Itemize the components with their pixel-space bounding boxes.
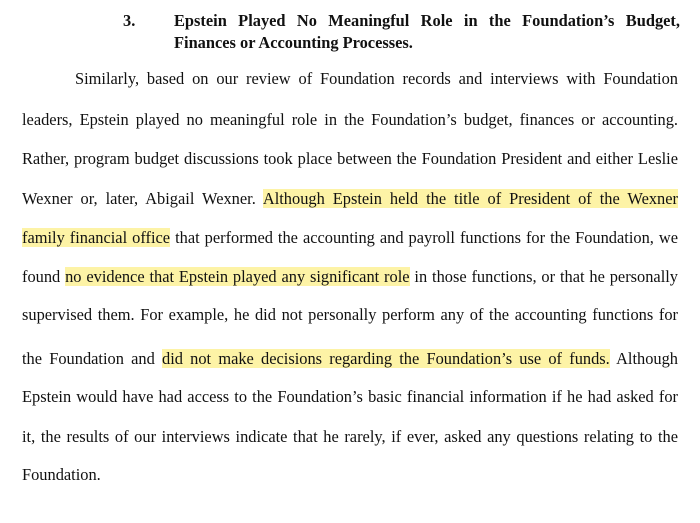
paragraph-text: the Foundation and [22, 349, 162, 368]
paragraph-text: that performed the accounting and payroll functions for the Foundation, we [170, 228, 678, 247]
paragraph-line [22, 109, 678, 131]
paragraph-line [75, 68, 678, 90]
highlighted-text: Although Epstein held the title of President of the Wexner [262, 189, 678, 208]
paragraph-line [22, 148, 678, 170]
section-title-line-1: Epstein Played No Meaningful Role in the Foundation’s Budget, [174, 11, 680, 30]
paragraph-text: it, the results of our interviews indicate that he rarely, if ever, asked any questions relating to the [22, 427, 678, 446]
paragraph-line [22, 188, 678, 210]
section-title [174, 10, 680, 54]
paragraph-text: Epstein would have had access to the Foundation’s basic financial information if he had asked for [22, 387, 678, 406]
paragraph-text: Similarly, based on our review of Foundation records and interviews with Foundation [75, 69, 678, 88]
highlighted-text: no evidence that Epstein played any significant role [65, 267, 410, 286]
paragraph-text: Wexner or, later, Abigail Wexner. [22, 189, 263, 208]
section-number: 3. [123, 11, 136, 30]
paragraph-line [22, 464, 678, 486]
paragraph-text: in those functions, or that he personally [409, 267, 678, 286]
paragraph-text: supervised them. For example, he did not personally perform any of the accounting functions for [22, 305, 678, 324]
paragraph-text: found [22, 267, 66, 286]
section-title-line-2: Finances or Accounting Processes. [174, 33, 413, 52]
paragraph-line [22, 304, 678, 326]
highlighted-text: family financial office [22, 228, 171, 247]
paragraph-line [22, 227, 678, 249]
paragraph-line [22, 348, 678, 370]
paragraph-line [22, 426, 678, 448]
paragraph-line [22, 266, 678, 288]
section-heading [0, 10, 700, 54]
paragraph-text: leaders, Epstein played no meaningful role in the Foundation’s budget, finances or accounting. [22, 110, 678, 129]
paragraph-text: Foundation. [22, 465, 101, 484]
highlighted-text: did not make decisions regarding the Foundation’s use of funds. [162, 349, 610, 368]
paragraph-line [22, 386, 678, 408]
paragraph-text: Although [609, 349, 678, 368]
paragraph-text: Rather, program budget discussions took place between the Foundation President and either Leslie [22, 149, 678, 168]
